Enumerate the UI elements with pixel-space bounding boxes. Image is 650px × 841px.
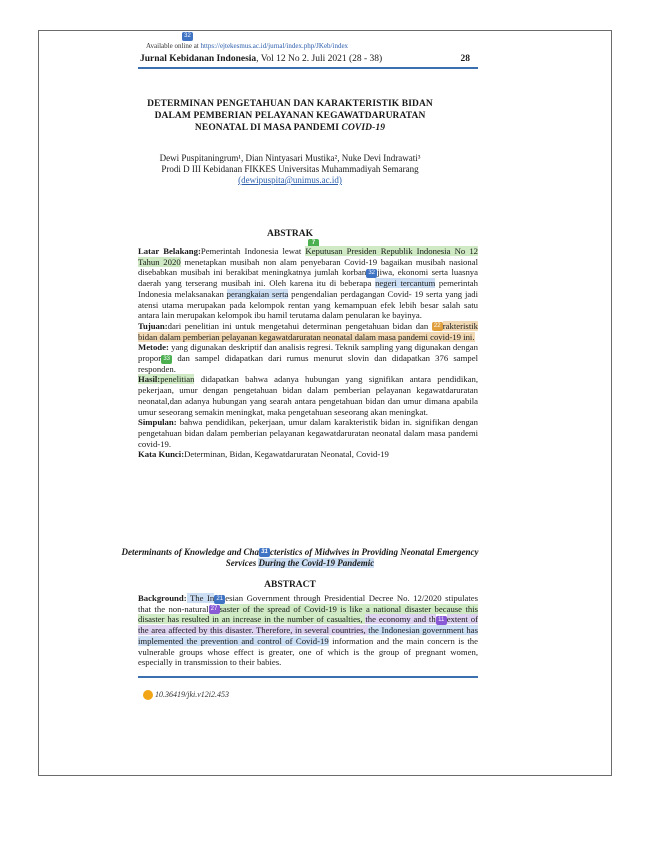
hasil-paragraph: Hasil:penelitian didapatkan bahwa adanya hubungan yang signifikan antara pendidikan, pekerjaan, umur dengan pengetahuan bidan dalam pemberian pelayanan kegawatdaruratan neonatal,dan adanya hubungan yang searah antara pengetahuan bidan dan umur dimana apabila umur seseorang semakin meningkat, maka pengetahuan seseorang akan meningkat. bbox=[138, 374, 478, 417]
authors: Dewi Puspitaningrum¹, Dian Nintyasari Mustika², Nuke Devi Indrawati³ bbox=[159, 153, 421, 163]
journal-url-link[interactable]: https://ejtekesmus.ac.id/jurnal/index.php/JKeb/index bbox=[200, 42, 349, 50]
latar-paragraph: Latar Belakang:Pemerintah Indonesia lewat Keputusan Presiden Republik Indonesia No 12 Tahun 2020 menetapkan musibah non alam penyebaran Covid-19 bagaikan musibah nasional disebabkan musibah ini berakibat meningkatnya jumlah korban 32 jiwa, ekonomi serta luasnya daerah yang terserang musibah ini. Oleh karena itu di beberapa negeri tercantum pemerintah Indonesia melaksanakan perangkaian serta pengendalian perdagangan Covid- 19 serta yang jadi atensi utama merupakan pada kelompok rentan yang kemampuan efek lebih besar salah satu antara lain merupakan kelompok ibu hamil terutama dalam penularan ke bayinya. bbox=[138, 246, 479, 321]
doi-line bbox=[143, 690, 229, 700]
annotation-tag: 21 bbox=[214, 595, 225, 604]
email-link[interactable]: (dewipuspita@unimus.ac.id) bbox=[238, 175, 342, 185]
annotation-tag: 33 bbox=[161, 355, 172, 364]
kata-kunci-paragraph: Kata Kunci:Determinan, Bidan, Kegawatdaruratan Neonatal, Covid-19 bbox=[138, 449, 389, 460]
doi-icon bbox=[143, 690, 153, 700]
journal-name: Jurnal Kebidanan Indonesia bbox=[140, 54, 257, 64]
doi-link[interactable]: 10.36419/jki.v12i2.453 bbox=[155, 690, 229, 699]
abstrak-body bbox=[138, 246, 478, 460]
affiliation: Prodi D III Kebidanan FIKKES Universitas Muhammadiyah Semarang bbox=[161, 164, 419, 174]
annotation-tag: 32 bbox=[366, 269, 377, 278]
english-title: Determinants of Knowledge and Cha 31 cteristics of Midwives in Providing Neonatal Emergency Services During the Covid-19 Pandemic bbox=[121, 547, 479, 568]
annotation-tag: 7 bbox=[308, 239, 319, 248]
annotation-tag: 27 bbox=[209, 605, 220, 614]
available-online-line bbox=[146, 33, 349, 50]
journal-header bbox=[140, 54, 470, 64]
annotation-tag: 11 bbox=[436, 616, 447, 625]
abstract-heading: ABSTRACT bbox=[264, 580, 316, 590]
title-line: DETERMINAN PENGETAHUAN DAN KARAKTERISTIK BIDAN bbox=[147, 99, 433, 109]
available-prefix: Available online at bbox=[146, 42, 199, 50]
author-block bbox=[100, 153, 480, 186]
annotation-tag: 31 bbox=[259, 548, 270, 557]
header-rule bbox=[138, 67, 478, 69]
abstract-body bbox=[138, 593, 478, 668]
title-line: DALAM PEMBERIAN PELAYANAN KEGAWATDARURATAN bbox=[154, 111, 426, 121]
footer-rule bbox=[138, 676, 478, 678]
title-line: NEONATAL DI MASA PANDEMI COVID-19 bbox=[194, 123, 386, 133]
page-number: 28 bbox=[460, 54, 470, 64]
title-italic: COVID-19 bbox=[341, 123, 386, 133]
tujuan-paragraph: Tujuan:dari penelitian ini untuk mengetahui determinan pengetahuan bidan dan 22 rakteristik bidan dalam pemberian pelayanan kegawatdaruratan neonatal dalam masa pandemi covid-19 ini. bbox=[138, 320, 478, 342]
annotation-tag: 32 bbox=[182, 32, 193, 41]
metode-paragraph: Metode: yang digunakan deskriptif dan analisis regresi. Teknik sampling yang digunakan dengan propor 33 dan sampel didapatkan dari rumus menurut slovin dan didapatkan 376 sampel responden. bbox=[138, 342, 478, 374]
abstrak-heading: ABSTRAK 7 bbox=[100, 229, 480, 239]
simpulan-paragraph: Simpulan: bahwa pendidikan, pekerjaan, umur dalam karakteristik bidan in. signifikan dengan pengetahuan bidan dalam pemberian pelayanan kegawatdaruratan neonatal dalam masa pandemi covid-19. bbox=[138, 417, 478, 449]
background-paragraph: Background: The In 21 esian Government through Presidential Decree No. 12/2020 stipulates that the non-natural 27 saster of the spread of Covid-19 is like a national disaster because this disaster has resulted in an increase in the number of casualties, the economy and th 11 extent of the area affected by this disaster. Therefore, in several countries, the Indonesian government has implemented the prevention and control of Covid-19 information and the main concern is the vulnerable groups whose effect is greater, one of which is the group of pregnant women, especially in transmission to their babies. bbox=[138, 593, 479, 668]
journal-info: , Vol 12 No 2. Juli 2021 (28 - 38) bbox=[256, 54, 383, 64]
article-title bbox=[100, 98, 480, 134]
annotation-tag: 22 bbox=[432, 322, 443, 331]
